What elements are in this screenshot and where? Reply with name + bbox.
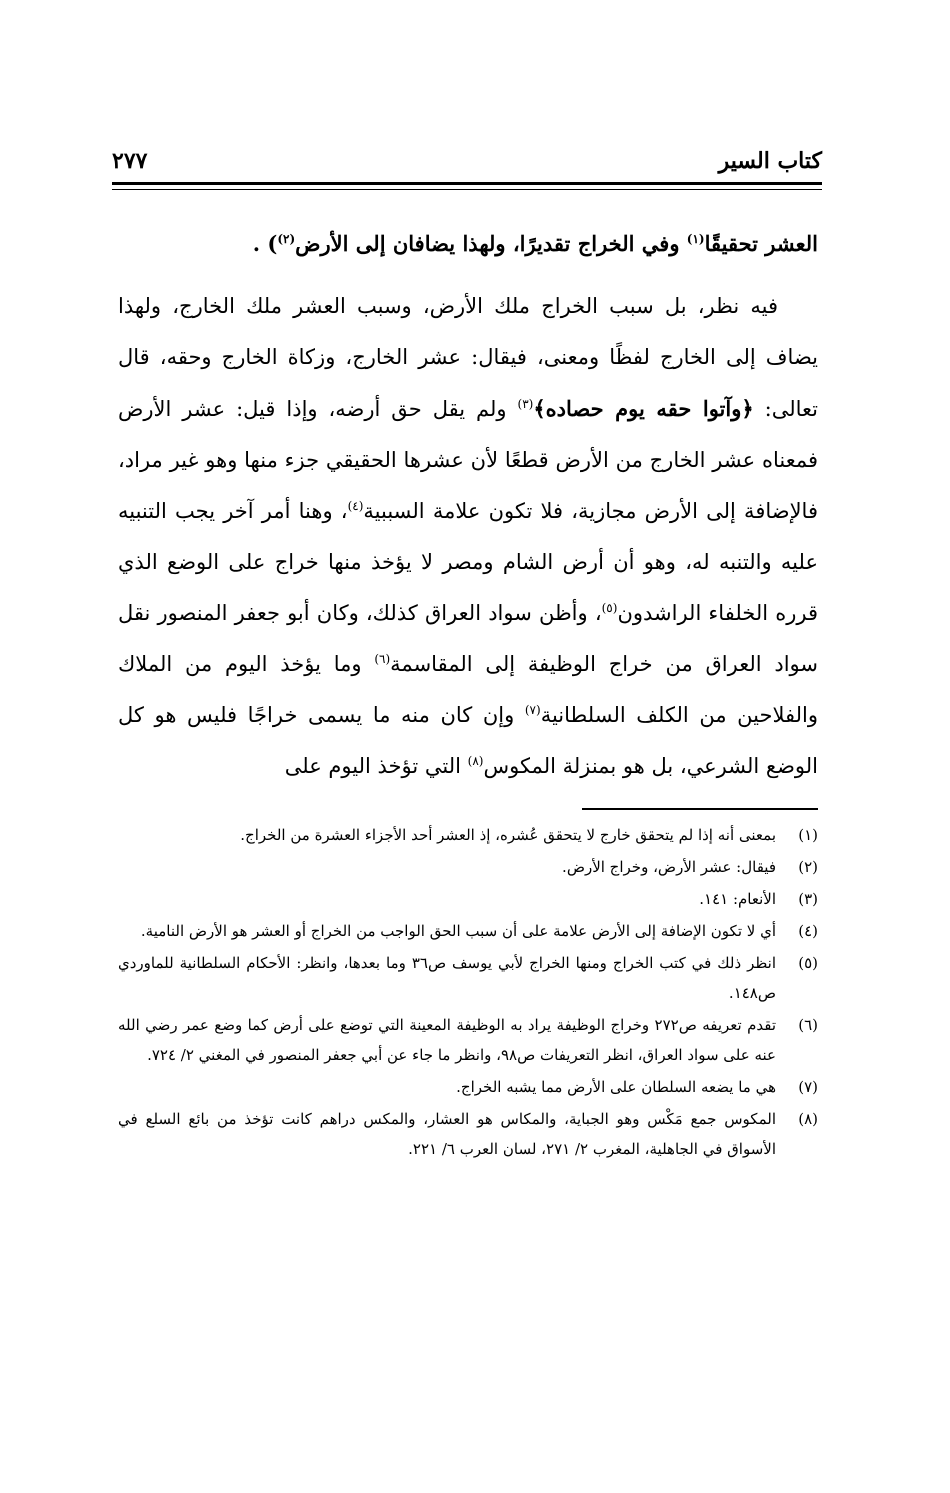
paragraph-part-2: ولم يقل حق أرضه، وإذا قيل: عشر الأرض فمعناه عشر الخارج من الأرض قطعًا لأن عشرها الحقيقي جزء منها وهو غير مراد، فالإضافة إلى الأرض مجازية، فلا تكون علامة السببية (118, 397, 818, 523)
footnote-number: (٧) (798, 1078, 818, 1096)
footnote-number: (٣) (798, 890, 818, 908)
footnote-ref-2: (٢) (277, 232, 296, 246)
footnote-ref-3: (٣) (517, 397, 534, 411)
footnote-number: (١) (798, 826, 818, 844)
footnote-item (118, 852, 818, 882)
paragraph-part-6: وإن كان منه ما يسمى خراجًا فليس هو كل الوضع الشرعي، بل هو بمنزلة المكوس (118, 703, 818, 778)
lead-sentence (118, 218, 818, 269)
footnote-text: هي ما يضعه السلطان على الأرض مما يشبه الخراج. (456, 1078, 776, 1096)
paragraph-part-3: ، وهنا أمر آخر يجب التنبيه عليه والتنبه له، وهو أن أرض الشام ومصر لا يؤخذ منها خراج على الوضع الذي قرره الخلفاء الراشدون (118, 499, 819, 625)
footnote-item (118, 1010, 818, 1070)
paragraph-part-7: التي تؤخذ اليوم على (284, 754, 468, 778)
paragraph-part-1: فيه نظر، بل سبب الخراج ملك الأرض، وسبب العشر ملك الخارج، ولهذا يضاف إلى الخارج لفظًا ومعنى، فيقال: عشر الخارج، وزكاة الخارج وحقه، قال تعالى: (118, 294, 818, 421)
footnote-item (118, 884, 818, 914)
footnote-text: المكوس جمع مَكْس وهو الجباية، والمكاس هو العشار، والمكس دراهم كانت تؤخذ من بائع السلع في الأسواق في الجاهلية، المغرب ٢/ ٢٧١، لسان العرب ٦/ ٢٢١. (118, 1110, 776, 1158)
main-text (118, 218, 818, 792)
footnote-ref-6: (٦) (374, 652, 391, 666)
footnote-number: (٤) (798, 922, 818, 940)
footnote-text: الأنعام: ١٤١. (699, 890, 776, 908)
footnote-number: (٨) (798, 1110, 818, 1128)
footnote-ref-4: (٤) (347, 499, 364, 513)
footnote-item (118, 820, 818, 850)
footnote-ref-7: (٧) (524, 703, 541, 717)
footnote-number: (٥) (798, 954, 818, 972)
footnote-text: انظر ذلك في كتب الخراج ومنها الخراج لأبي يوسف ص٣٦ وما بعدها، وانظر: الأحكام السلطانية للماوردي ص١٤٨. (118, 954, 776, 1002)
footnote-ref-8: (٨) (467, 754, 484, 768)
footnote-ref-1: (١) (686, 232, 705, 246)
lead-part-1: العشر تحقيقًا (704, 231, 818, 256)
footnote-number: (٢) (798, 858, 818, 876)
footnote-number: (٦) (798, 1016, 818, 1034)
quran-verse: ﴿وآتوا حقه يوم حصاده﴾ (533, 396, 754, 421)
page-header (112, 142, 822, 182)
footnote-text: أي لا تكون الإضافة إلى الأرض علامة على أن سبب الحق الواجب من الخراج أو العشر هو الأرض النامية. (140, 922, 776, 940)
footnotes (118, 820, 818, 1166)
footnote-separator (582, 808, 818, 810)
footnote-text: فيقال: عشر الأرض، وخراج الأرض. (562, 858, 776, 876)
page-number: ٢٧٧ (112, 148, 148, 174)
footnote-ref-5: (٥) (601, 601, 618, 615)
lead-part-3: ) . (252, 231, 278, 256)
footnote-item (118, 1104, 818, 1164)
footnote-item (118, 916, 818, 946)
paragraph-part-4: ، وأظن سواد العراق كذلك، وكان أبو جعفر المنصور نقل سواد العراق من خراج الوظيفة إلى المقاسمة (118, 601, 818, 676)
main-paragraph (118, 281, 818, 792)
header-rule-thick (112, 182, 822, 185)
footnote-item (118, 1072, 818, 1102)
footnote-text: بمعنى أنه إذا لم يتحقق خارج لا يتحقق عُشره، إذ العشر أحد الأجزاء العشرة من الخراج. (240, 826, 776, 844)
chapter-title: كتاب السير (718, 148, 822, 174)
lead-part-2: وفي الخراج تقديرًا، ولهذا يضافان إلى الأرض (295, 231, 687, 256)
paragraph-part-5: وما يؤخذ اليوم من الملاك والفلاحين من الكلف السلطانية (118, 652, 818, 727)
header-rule-thin (112, 189, 822, 190)
footnote-text: تقدم تعريفه ص٢٧٢ وخراج الوظيفة يراد به الوظيفة المعينة التي توضع على أرض كما وضع عمر رضي الله عنه على سواد العراق، انظر التعريفات ص٩٨، وانظر ما جاء عن أبي جعفر المنصور في المغني ٢/ ٧٢٤. (118, 1016, 777, 1064)
footnote-item (118, 948, 818, 1008)
